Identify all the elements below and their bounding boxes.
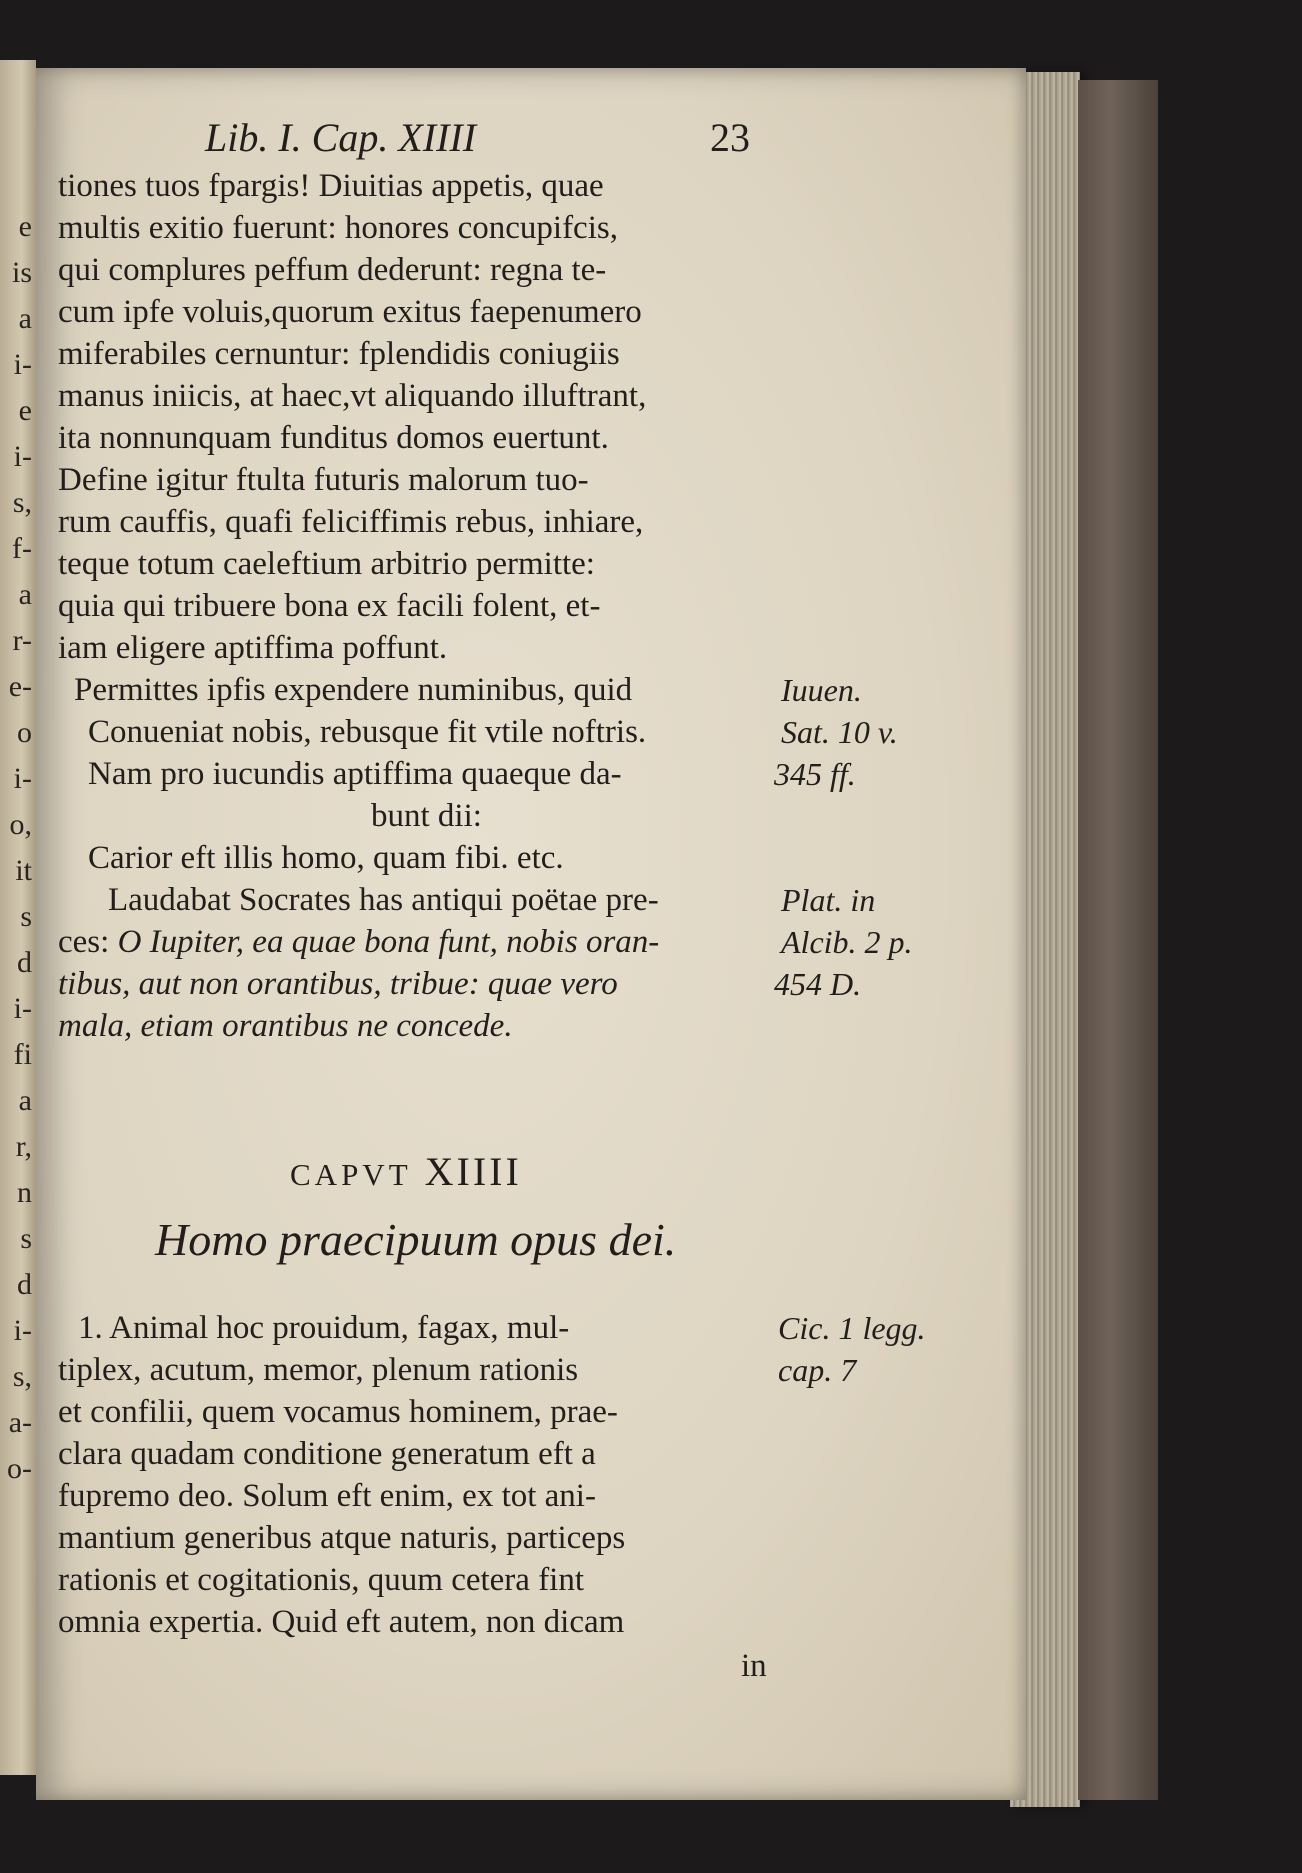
- sliver-fragment: e: [18, 394, 32, 427]
- sliver-fragment: s: [20, 900, 32, 933]
- chapter-line: et confilii, quem vocamus hominem, prae-: [58, 1394, 618, 1430]
- body-line: Define igitur ftulta futuris malorum tuo-: [58, 462, 589, 498]
- body-line: rum cauffis, quafi feliciffimis rebus, inhiare,: [58, 504, 644, 540]
- sliver-fragment: i-: [13, 762, 32, 795]
- sliver-fragment: i-: [13, 1314, 32, 1347]
- sliver-fragment: i-: [13, 992, 32, 1025]
- chapter-line: tiplex, acutum, memor, plenum rationis: [58, 1352, 579, 1388]
- sliver-fragment: a: [18, 302, 32, 335]
- body-line: iam eligere aptiffima poffunt.: [58, 630, 448, 666]
- chapter-caput: CAPVT: [290, 1157, 412, 1192]
- socrates-italic: O Iupiter, ea quae bona funt, nobis oran-: [117, 924, 660, 960]
- sliver-fragment: d: [17, 1268, 32, 1301]
- sliver-fragment: it: [15, 854, 32, 887]
- sliver-fragment: i-: [13, 440, 32, 473]
- body-line: tiones tuos fpargis! Diuitias appetis, quae: [58, 168, 604, 204]
- chapter-number: XIIII: [424, 1149, 522, 1194]
- body-line: multis exitio fuerunt: honores concupifcis,: [58, 210, 618, 246]
- catchword: in: [741, 1648, 767, 1684]
- sliver-fragment: r-: [12, 624, 32, 657]
- sliver-fragment: o: [17, 716, 32, 749]
- body-line: ita nonnunquam funditus domos euertunt.: [58, 420, 609, 456]
- sliver-fragment: s,: [12, 486, 32, 519]
- sliver-fragment: a: [18, 1084, 32, 1117]
- book-page: [36, 68, 1026, 1800]
- sliver-fragment: e: [18, 210, 32, 243]
- margin-note-plato: Alcib. 2 p.: [781, 924, 913, 960]
- margin-note-juvenal: 345 ff.: [774, 756, 856, 792]
- chapter-line: clara quadam conditione generatum eft a: [58, 1436, 596, 1472]
- margin-note-plato: 454 D.: [774, 966, 862, 1002]
- verse-line: Conueniat nobis, rebusque fit vtile noftris.: [88, 714, 647, 750]
- chapter-line: rationis et cogitationis, quum cetera fint: [58, 1562, 585, 1598]
- sliver-fragment: e-: [8, 670, 32, 703]
- verse-line: bunt dii:: [371, 798, 482, 834]
- socrates-line: [58, 964, 618, 1004]
- chapter-heading: [290, 1148, 522, 1195]
- sliver-fragment: o,: [9, 808, 32, 841]
- chapter-line: mantium generibus atque naturis, particeps: [58, 1520, 626, 1556]
- sliver-fragment: n: [17, 1176, 32, 1209]
- body-line: qui complures peffum dederunt: regna te-: [58, 252, 607, 288]
- margin-note-juvenal: Sat. 10 v.: [781, 714, 898, 750]
- socrates-italic: mala, etiam orantibus ne concede.: [58, 1008, 513, 1044]
- socrates-line: [58, 922, 659, 962]
- facing-page-sliver: [0, 60, 36, 1775]
- sliver-fragment: s,: [12, 1360, 32, 1393]
- body-line: quia qui tribuere bona ex facili folent, et-: [58, 588, 601, 624]
- sliver-fragment: a: [18, 578, 32, 611]
- margin-note-plato: Plat. in: [781, 882, 876, 918]
- sliver-fragment: i-: [13, 348, 32, 381]
- chapter-line: 1. Animal hoc prouidum, fagax, mul-: [78, 1310, 570, 1346]
- sliver-fragment: r,: [15, 1130, 32, 1163]
- socrates-line: [108, 880, 659, 920]
- socrates-line: [58, 1006, 513, 1046]
- verse-line: Permittes ipfis expendere numinibus, quid: [74, 672, 633, 708]
- sliver-fragment: s: [20, 1222, 32, 1255]
- verse-line: Nam pro iucundis aptiffima quaeque da-: [88, 756, 622, 792]
- sliver-fragment: f-: [12, 532, 32, 565]
- chapter-line: omnia expertia. Quid eft autem, non dicam: [58, 1604, 625, 1640]
- body-line: miferabiles cernuntur: fplendidis coniugiis: [58, 336, 620, 372]
- sliver-fragment: is: [11, 256, 32, 289]
- socrates-italic: tibus, aut non orantibus, tribue: quae vero: [58, 966, 618, 1002]
- sliver-fragment: fi: [13, 1038, 32, 1071]
- margin-note-juvenal: Iuuen.: [781, 672, 862, 708]
- body-line: manus iniicis, at haec,vt aliquando illuftrant,: [58, 378, 647, 414]
- socrates-upright: Laudabat Socrates has antiqui poëtae pre-: [108, 882, 659, 918]
- margin-note-cicero: Cic. 1 legg.: [778, 1310, 926, 1346]
- body-line: teque totum caeleftium arbitrio permitte:: [58, 546, 595, 582]
- sliver-fragment: a-: [8, 1406, 32, 1439]
- running-header: [205, 114, 775, 161]
- book-cover: [1078, 80, 1158, 1800]
- socrates-upright: ces:: [58, 924, 118, 960]
- verse-line: Carior eft illis homo, quam fibi. etc.: [88, 840, 564, 876]
- page-text: [36, 68, 1026, 1800]
- margin-note-cicero: cap. 7: [778, 1352, 857, 1388]
- chapter-subtitle: Homo praecipuum opus dei.: [155, 1214, 677, 1265]
- page-number: 23: [710, 115, 750, 160]
- running-title: Lib. I. Cap. XIIII: [205, 115, 477, 160]
- chapter-line: fupremo deo. Solum eft enim, ex tot ani-: [58, 1478, 596, 1514]
- sliver-fragment: o-: [7, 1452, 32, 1485]
- sliver-fragment: d: [17, 946, 32, 979]
- body-line: cum ipfe voluis,quorum exitus faepenumero: [58, 294, 642, 330]
